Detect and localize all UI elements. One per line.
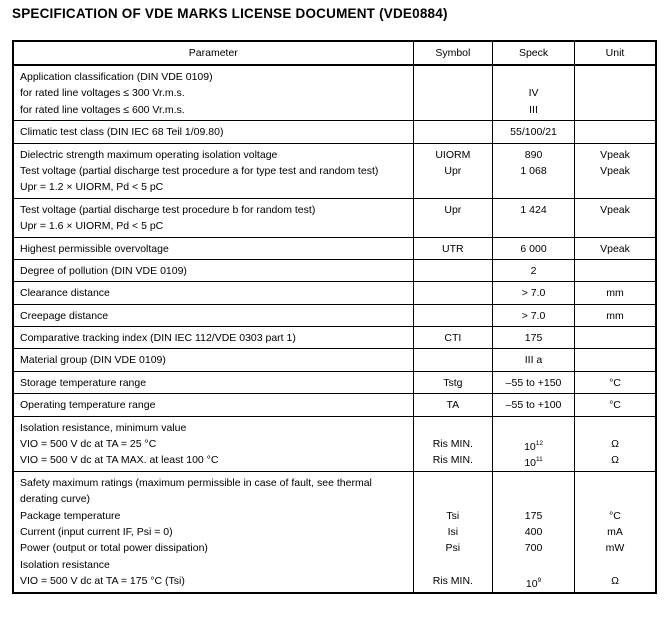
- unit: mm: [606, 309, 624, 322]
- param-text: Test voltage (partial discharge test procedure a for type test and random test): [20, 164, 379, 177]
- symbol: UIORM: [435, 148, 471, 161]
- row-creepage: [13, 304, 656, 326]
- param-text: VIO = 500 V dc at TA = 175 °C (Tsi): [20, 575, 185, 588]
- param-text: for rated line voltages ≤ 600 Vr.m.s.: [20, 103, 185, 116]
- symbol: Upr: [444, 164, 462, 177]
- row-dielectric: [13, 143, 656, 198]
- param-text: Power (output or total power dissipation): [20, 542, 208, 555]
- row-overvoltage: [13, 237, 656, 259]
- spec-value: III a: [524, 354, 543, 367]
- header-row: [13, 41, 656, 65]
- unit: Vpeak: [600, 203, 630, 216]
- param-text: Highest permissible overvoltage: [20, 242, 169, 255]
- spec-value: 175: [524, 332, 543, 345]
- header-symbol: Symbol: [413, 41, 492, 65]
- spec-value: $10^{11}$: [524, 456, 543, 470]
- symbol: Ris MIN.: [432, 575, 473, 588]
- param-text: Current (input current IF, Psi = 0): [20, 525, 173, 538]
- spec-value: 2: [530, 264, 537, 277]
- unit: Ω: [611, 575, 619, 588]
- spec-value: $10^{12}$: [524, 440, 543, 454]
- spec-value: 6 000: [520, 242, 547, 255]
- row-isolation-resistance: [13, 416, 656, 471]
- row-climatic: [13, 121, 656, 143]
- param-text: Isolation resistance: [20, 558, 110, 571]
- unit: °C: [609, 509, 621, 522]
- row-storage-temp: [13, 371, 656, 393]
- symbol: Upr: [444, 203, 462, 216]
- param-text: derating curve): [20, 493, 91, 506]
- header-spec: Speck: [493, 41, 575, 65]
- unit: Vpeak: [600, 242, 630, 255]
- row-test-voltage-b: [13, 198, 656, 237]
- symbol: Isi: [447, 525, 459, 538]
- param-text: Test voltage (partial discharge test procedure b for random test): [20, 203, 316, 216]
- param-text: for rated line voltages ≤ 300 Vr.m.s.: [20, 87, 185, 100]
- param-text: Dielectric strength maximum operating isolation voltage: [20, 148, 278, 161]
- spec-table: [12, 40, 657, 594]
- row-clearance: [13, 282, 656, 304]
- unit: mA: [607, 525, 623, 538]
- unit: °C: [609, 376, 621, 389]
- param-text: Clearance distance: [20, 287, 110, 300]
- unit: Ω: [611, 454, 619, 467]
- param-text: Comparative tracking index (DIN IEC 112/VDE 0303 part 1): [20, 332, 296, 345]
- row-application-classification: [13, 65, 656, 121]
- spec-value: –55 to +100: [505, 399, 562, 412]
- symbol: Psi: [445, 542, 461, 555]
- symbol: UTR: [442, 242, 464, 255]
- header-parameter: Parameter: [13, 41, 413, 65]
- spec-value: $10^9$: [525, 577, 542, 591]
- param-text: VIO = 500 V dc at TA = 25 °C: [20, 438, 157, 451]
- unit: Ω: [611, 438, 619, 451]
- param-text: Isolation resistance, minimum value: [20, 421, 187, 434]
- spec-value: 700: [524, 542, 543, 555]
- spec-value: 1 068: [520, 164, 547, 177]
- symbol: Tsi: [446, 509, 460, 522]
- row-cti: [13, 327, 656, 349]
- unit: Vpeak: [600, 164, 630, 177]
- param-text: Operating temperature range: [20, 399, 156, 412]
- spec-value: > 7.0: [521, 287, 546, 300]
- header-unit: Unit: [575, 41, 656, 65]
- row-material-group: [13, 349, 656, 371]
- symbol: Tstg: [443, 376, 463, 389]
- unit: mm: [606, 287, 624, 300]
- symbol: TA: [446, 399, 460, 412]
- symbol: CTI: [444, 332, 462, 345]
- param-text: VIO = 500 V dc at TA MAX. at least 100 °C: [20, 454, 219, 467]
- param-text: Package temperature: [20, 509, 121, 522]
- spec-value: IV: [528, 87, 539, 100]
- param-text: Degree of pollution (DIN VDE 0109): [20, 264, 187, 277]
- param-text: Safety maximum ratings (maximum permissible in case of fault, see thermal: [20, 476, 372, 489]
- param-text: Climatic test class (DIN IEC 68 Teil 1/09.80): [20, 126, 224, 139]
- param-text: Material group (DIN VDE 0109): [20, 354, 166, 367]
- spec-value: 175: [524, 509, 543, 522]
- row-safety-ratings: [13, 471, 656, 592]
- spec-value: 55/100/21: [510, 126, 557, 139]
- spec-value: III: [529, 103, 538, 116]
- symbol: Ris MIN.: [432, 454, 473, 467]
- spec-value: > 7.0: [521, 309, 546, 322]
- param-text: Application classification (DIN VDE 0109): [20, 71, 213, 83]
- row-operating-temp: [13, 394, 656, 416]
- param-text: Storage temperature range: [20, 376, 147, 389]
- param-text: Upr = 1.6 × UIORM, Pd < 5 pC: [20, 220, 164, 233]
- unit: °C: [609, 399, 621, 412]
- spec-value: 890: [524, 148, 543, 161]
- unit: mW: [605, 542, 625, 555]
- unit: Vpeak: [600, 148, 630, 161]
- spec-value: –55 to +150: [505, 376, 562, 389]
- symbol: Ris MIN.: [432, 438, 473, 451]
- spec-value: 1 424: [520, 203, 547, 216]
- row-pollution: [13, 259, 656, 281]
- param-text: Creepage distance: [20, 309, 109, 322]
- param-text: Upr = 1.2 × UIORM, Pd < 5 pC: [20, 181, 164, 194]
- document-title: SPECIFICATION OF VDE MARKS LICENSE DOCUMENT (VDE0884): [12, 6, 448, 21]
- spec-value: 400: [524, 525, 543, 538]
